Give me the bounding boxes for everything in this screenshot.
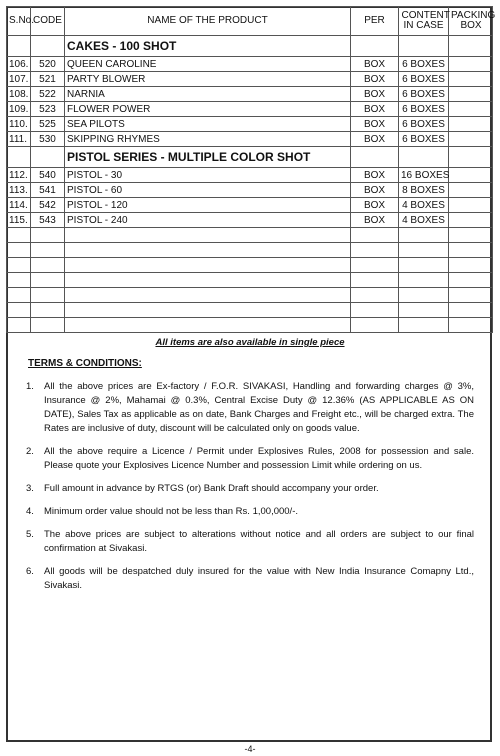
availability-note: All items are also available in single piece [155, 337, 345, 348]
term-text: Minimum order value should not be less than Rs. 1,00,000/-. [44, 506, 298, 517]
table-row [7, 102, 493, 117]
per-cell: BOX [351, 72, 399, 87]
content-cell [399, 303, 449, 318]
code-cell: 541 [31, 183, 65, 198]
code-cell [31, 303, 65, 318]
sno-cell [7, 288, 31, 303]
code-cell: 521 [31, 72, 65, 87]
term-text: All the above require a Licence / Permit under Explosives Rules, 2008 for possession and sale. Please quote your Explosives Licence Number and possession Limit while ordering on us. [44, 446, 474, 471]
per-cell [351, 228, 399, 243]
section-packing-cell [449, 36, 493, 57]
sno-cell: 107. [7, 72, 31, 87]
table-row [7, 183, 493, 198]
section-content-cell [399, 147, 449, 168]
header-code: CODE [31, 7, 65, 36]
packing-cell [449, 303, 493, 318]
packing-cell [449, 273, 493, 288]
table-row [7, 213, 493, 228]
term-text: All the above prices are Ex-factory / F.O.R. SIVAKASI, Handling and forwarding charges @ 3%, Insurance @ 2%, Mahamai @ 0.3%, Central Excise Duty @ 12.36% (AS APPLICABLE AS ON DATE), Sales Tax as applicable as on date, Bank Charges and Freight etc., will be charged extra. The Rates are inclusive of duty, discount will be calculated only on goods value. [44, 381, 474, 434]
packing-cell [449, 183, 493, 198]
blank-row [7, 318, 493, 333]
per-cell [351, 303, 399, 318]
content-cell: 6 BOXES [399, 102, 449, 117]
table-header-row [7, 7, 493, 36]
content-cell [399, 273, 449, 288]
sno-cell: 106. [7, 57, 31, 72]
term-item [26, 445, 474, 473]
term-item [26, 380, 474, 436]
table-row [7, 117, 493, 132]
product-name-cell [65, 228, 351, 243]
per-cell [351, 288, 399, 303]
per-cell: BOX [351, 87, 399, 102]
code-cell [31, 318, 65, 333]
term-number: 4. [26, 506, 34, 517]
packing-cell [449, 243, 493, 258]
sno-cell [7, 258, 31, 273]
sno-cell: 115. [7, 213, 31, 228]
table-row [7, 168, 493, 183]
content-cell [399, 318, 449, 333]
product-name-cell [65, 273, 351, 288]
term-item [26, 528, 474, 556]
code-cell [31, 288, 65, 303]
sno-cell [7, 273, 31, 288]
code-cell [31, 273, 65, 288]
packing-cell [449, 228, 493, 243]
packing-cell [449, 318, 493, 333]
header-content-in-case: CONTENT IN CASE [399, 7, 449, 36]
product-name-cell [65, 288, 351, 303]
product-name-cell: PISTOL - 120 [65, 198, 351, 213]
sno-cell: 112. [7, 168, 31, 183]
per-cell: BOX [351, 102, 399, 117]
page-number: -4- [244, 744, 256, 754]
content-cell: 6 BOXES [399, 117, 449, 132]
table-body [7, 36, 493, 333]
product-name-cell [65, 258, 351, 273]
section-code-cell [31, 36, 65, 57]
sno-cell: 110. [7, 117, 31, 132]
per-cell [351, 273, 399, 288]
term-text: All goods will be despatched duly insured for the value with New India Insurance Comapny Ltd., Sivakasi. [44, 566, 474, 591]
sno-cell: 111. [7, 132, 31, 147]
table-row [7, 72, 493, 87]
section-sno-cell [7, 147, 31, 168]
section-title: CAKES - 100 SHOT [65, 36, 351, 57]
product-name-cell: FLOWER POWER [65, 102, 351, 117]
product-name-cell: SKIPPING RHYMES [65, 132, 351, 147]
content-cell [399, 258, 449, 273]
term-number: 5. [26, 529, 34, 540]
packing-cell [449, 72, 493, 87]
header-sno: S.No. [7, 7, 31, 36]
section-per-cell [351, 36, 399, 57]
section-title: PISTOL SERIES - MULTIPLE COLOR SHOT [65, 147, 351, 168]
packing-cell [449, 102, 493, 117]
packing-cell [449, 132, 493, 147]
table-row [7, 87, 493, 102]
per-cell: BOX [351, 198, 399, 213]
term-text: Full amount in advance by RTGS (or) Bank Draft should accompany your order. [44, 483, 379, 494]
code-cell: 530 [31, 132, 65, 147]
header-product-name: NAME OF THE PRODUCT [65, 7, 351, 36]
per-cell: BOX [351, 168, 399, 183]
code-cell [31, 258, 65, 273]
content-cell: 4 BOXES [399, 198, 449, 213]
product-name-cell: PISTOL - 240 [65, 213, 351, 228]
per-cell: BOX [351, 183, 399, 198]
content-cell [399, 228, 449, 243]
content-cell: 6 BOXES [399, 57, 449, 72]
packing-cell [449, 168, 493, 183]
product-name-cell: SEA PILOTS [65, 117, 351, 132]
code-cell [31, 228, 65, 243]
product-name-cell: NARNIA [65, 87, 351, 102]
code-cell: 542 [31, 198, 65, 213]
packing-cell [449, 288, 493, 303]
per-cell [351, 258, 399, 273]
per-cell [351, 318, 399, 333]
product-name-cell [65, 243, 351, 258]
code-cell: 543 [31, 213, 65, 228]
section-sno-cell [7, 36, 31, 57]
header-packing-box: PACKING BOX [449, 7, 493, 36]
sno-cell [7, 228, 31, 243]
product-name-cell: PARTY BLOWER [65, 72, 351, 87]
section-packing-cell [449, 147, 493, 168]
per-cell: BOX [351, 117, 399, 132]
per-cell [351, 243, 399, 258]
sno-cell [7, 243, 31, 258]
term-number: 3. [26, 483, 34, 494]
code-cell [31, 243, 65, 258]
terms-title: TERMS & CONDITIONS: [28, 358, 142, 369]
sno-cell [7, 318, 31, 333]
packing-cell [449, 117, 493, 132]
table-row [7, 57, 493, 72]
section-header-row [7, 147, 493, 168]
product-name-cell: PISTOL - 60 [65, 183, 351, 198]
content-cell [399, 243, 449, 258]
sno-cell [7, 303, 31, 318]
packing-cell [449, 57, 493, 72]
blank-row [7, 273, 493, 288]
sno-cell: 114. [7, 198, 31, 213]
term-text: The above prices are subject to alterations without notice and all orders are subject to our final confirmation at Sivakasi. [44, 529, 474, 554]
content-cell: 4 BOXES [399, 213, 449, 228]
product-name-cell: QUEEN CAROLINE [65, 57, 351, 72]
section-header-row [7, 36, 493, 57]
per-cell: BOX [351, 57, 399, 72]
term-number: 2. [26, 446, 34, 457]
sno-cell: 113. [7, 183, 31, 198]
header-per: PER [351, 7, 399, 36]
per-cell: BOX [351, 213, 399, 228]
blank-row [7, 243, 493, 258]
blank-row [7, 258, 493, 273]
term-item [26, 482, 474, 496]
content-cell: 6 BOXES [399, 132, 449, 147]
packing-cell [449, 87, 493, 102]
per-cell: BOX [351, 132, 399, 147]
term-item [26, 565, 474, 593]
content-cell: 16 BOXES [399, 168, 449, 183]
term-item [26, 505, 474, 519]
section-code-cell [31, 147, 65, 168]
content-cell: 6 BOXES [399, 87, 449, 102]
blank-row [7, 288, 493, 303]
table-row [7, 132, 493, 147]
content-cell: 6 BOXES [399, 72, 449, 87]
product-name-cell [65, 303, 351, 318]
term-number: 6. [26, 566, 34, 577]
sno-cell: 108. [7, 87, 31, 102]
packing-cell [449, 198, 493, 213]
table-row [7, 198, 493, 213]
product-name-cell [65, 318, 351, 333]
code-cell: 520 [31, 57, 65, 72]
content-cell: 8 BOXES [399, 183, 449, 198]
code-cell: 540 [31, 168, 65, 183]
code-cell: 523 [31, 102, 65, 117]
content-cell [399, 288, 449, 303]
product-name-cell: PISTOL - 30 [65, 168, 351, 183]
packing-cell [449, 258, 493, 273]
terms-list [26, 380, 474, 602]
blank-row [7, 228, 493, 243]
sno-cell: 109. [7, 102, 31, 117]
blank-row [7, 303, 493, 318]
term-number: 1. [26, 381, 34, 392]
code-cell: 525 [31, 117, 65, 132]
packing-cell [449, 213, 493, 228]
price-list-table [6, 6, 496, 333]
code-cell: 522 [31, 87, 65, 102]
section-content-cell [399, 36, 449, 57]
section-per-cell [351, 147, 399, 168]
